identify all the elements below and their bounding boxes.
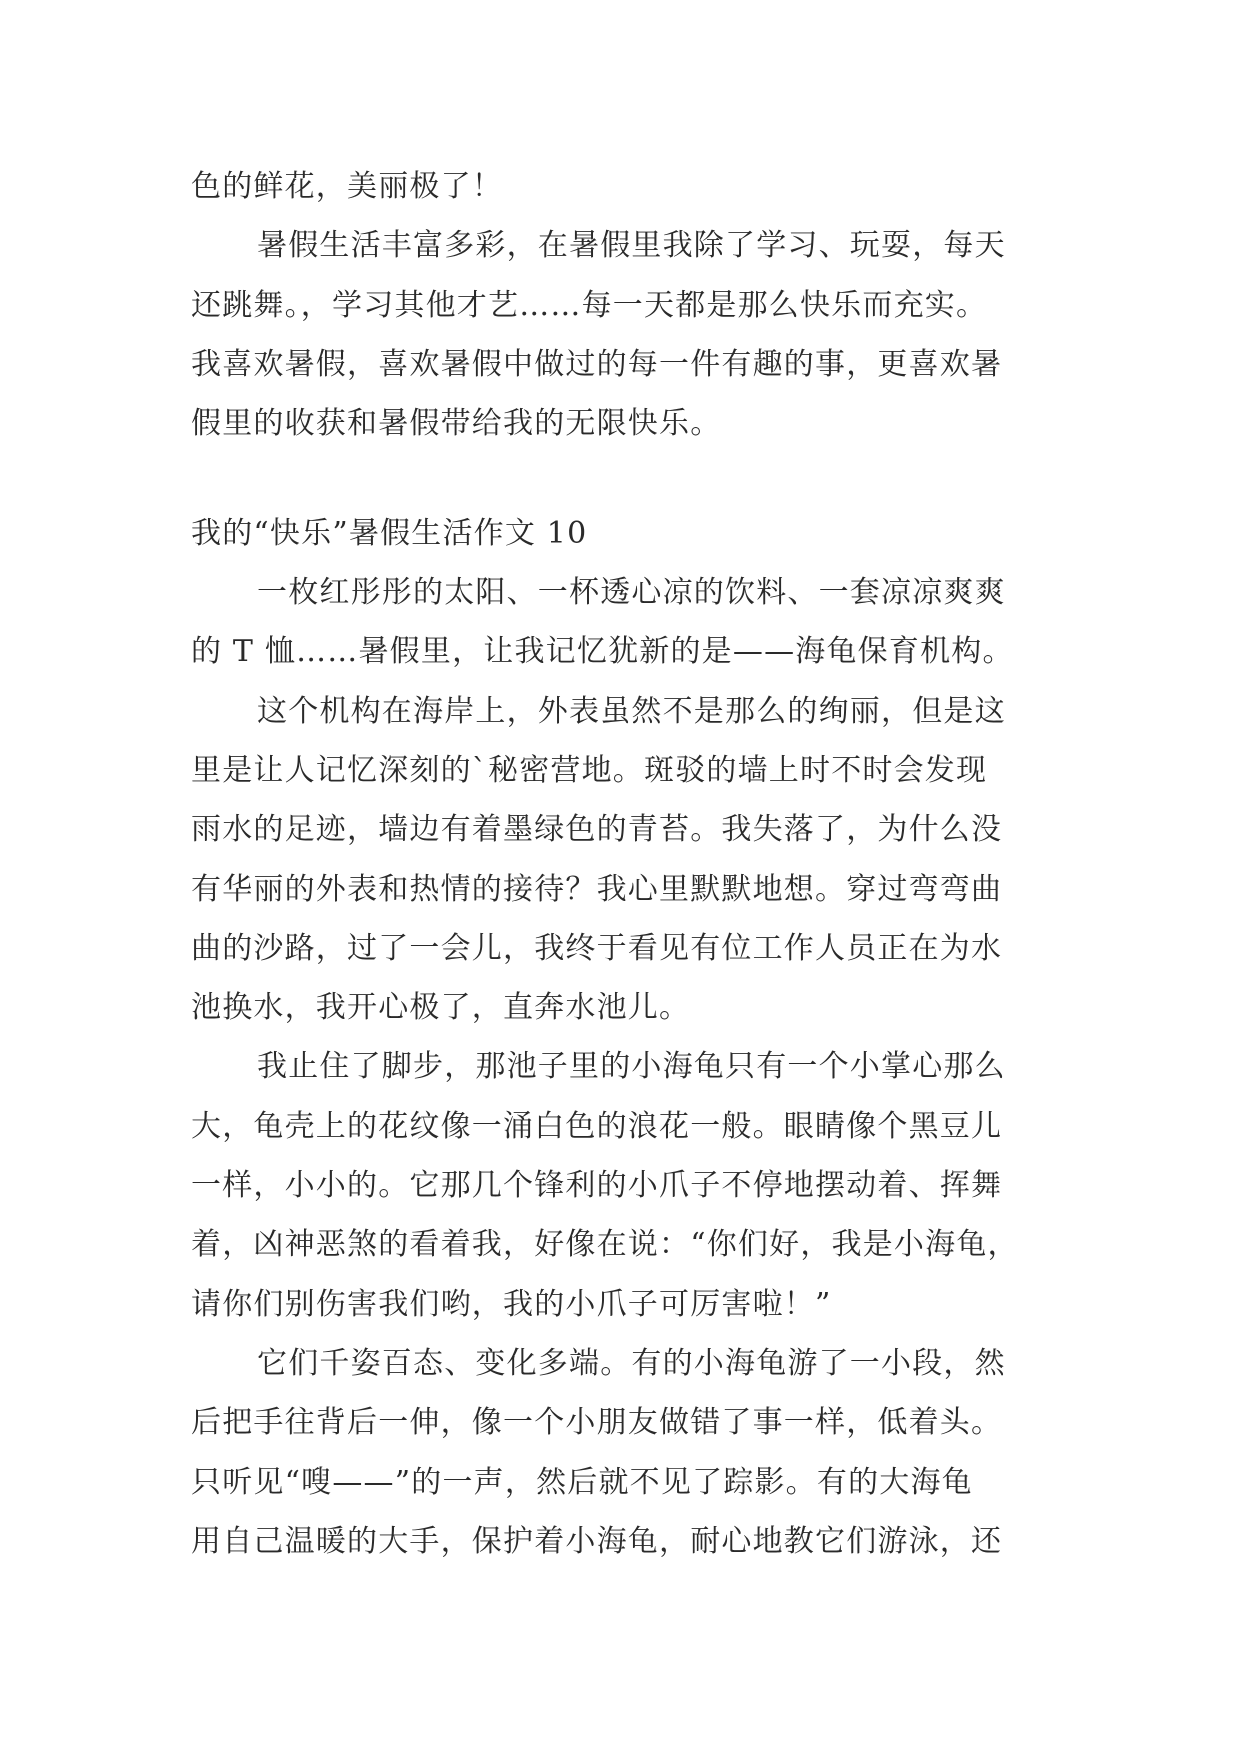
text-line: 池换水，我开心极了，直奔水池儿。 bbox=[191, 990, 691, 1025]
text-line: 只听见“嗖——”的一声，然后就不见了踪影。有的大海龟 bbox=[191, 1465, 973, 1500]
paragraph-first-line: 一枚红彤彤的太阳、一杯透心凉的饮料、一套凉凉爽爽 bbox=[257, 575, 1006, 610]
text-line: 后把手往背后一伸，像一个小朋友做错了事一样，低着头。 bbox=[191, 1405, 1003, 1440]
paragraph-first-line: 这个机构在海岸上，外表虽然不是那么的绚丽，但是这 bbox=[257, 694, 1006, 729]
text-line: 大，龟壳上的花纹像一涌白色的浪花一般。眼睛像个黑豆儿 bbox=[191, 1109, 1003, 1144]
text-line: 里是让人记忆深刻的`秘密营地。斑驳的墙上时不时会发现 bbox=[191, 753, 988, 788]
text-line: 用自己温暖的大手，保护着小海龟，耐心地教它们游泳，还 bbox=[191, 1524, 1003, 1559]
text-line: 雨水的足迹，墙边有着墨绿色的青苔。我失落了，为什么没 bbox=[191, 812, 1003, 847]
text-line: 着，凶神恶煞的看着我，好像在说：“你们好，我是小海龟， bbox=[191, 1227, 1019, 1262]
text-line: 有华丽的外表和热情的接待？我心里默默地想。穿过弯弯曲 bbox=[191, 872, 1003, 907]
text-line: 还跳舞。，学习其他才艺……每一天都是那么快乐而充实。 bbox=[191, 288, 988, 323]
paragraph-first-line: 我止住了脚步，那池子里的小海龟只有一个小掌心那么 bbox=[257, 1049, 1006, 1084]
text-line: 一样，小小的。它那几个锋利的小爪子不停地摆动着、挥舞 bbox=[191, 1168, 1003, 1203]
section-heading: 我的“快乐”暑假生活作文 10 bbox=[191, 516, 588, 551]
text-line: 我喜欢暑假，喜欢暑假中做过的每一件有趣的事，更喜欢暑 bbox=[191, 347, 1003, 382]
text-line: 的 T 恤……暑假里，让我记忆犹新的是——海龟保育机构。 bbox=[191, 634, 1014, 669]
paragraph-first-line: 暑假生活丰富多彩，在暑假里我除了学习、玩耍，每天 bbox=[257, 228, 1006, 263]
paragraph-first-line: 它们千姿百态、变化多端。有的小海龟游了一小段，然 bbox=[257, 1346, 1006, 1381]
text-line: 请你们别伤害我们哟，我的小爪子可厉害啦！” bbox=[191, 1287, 832, 1322]
text-line: 曲的沙路，过了一会儿，我终于看见有位工作人员正在为水 bbox=[191, 931, 1003, 966]
text-line: 假里的收获和暑假带给我的无限快乐。 bbox=[191, 406, 722, 441]
text-line: 色的鲜花，美丽极了！ bbox=[191, 169, 503, 204]
